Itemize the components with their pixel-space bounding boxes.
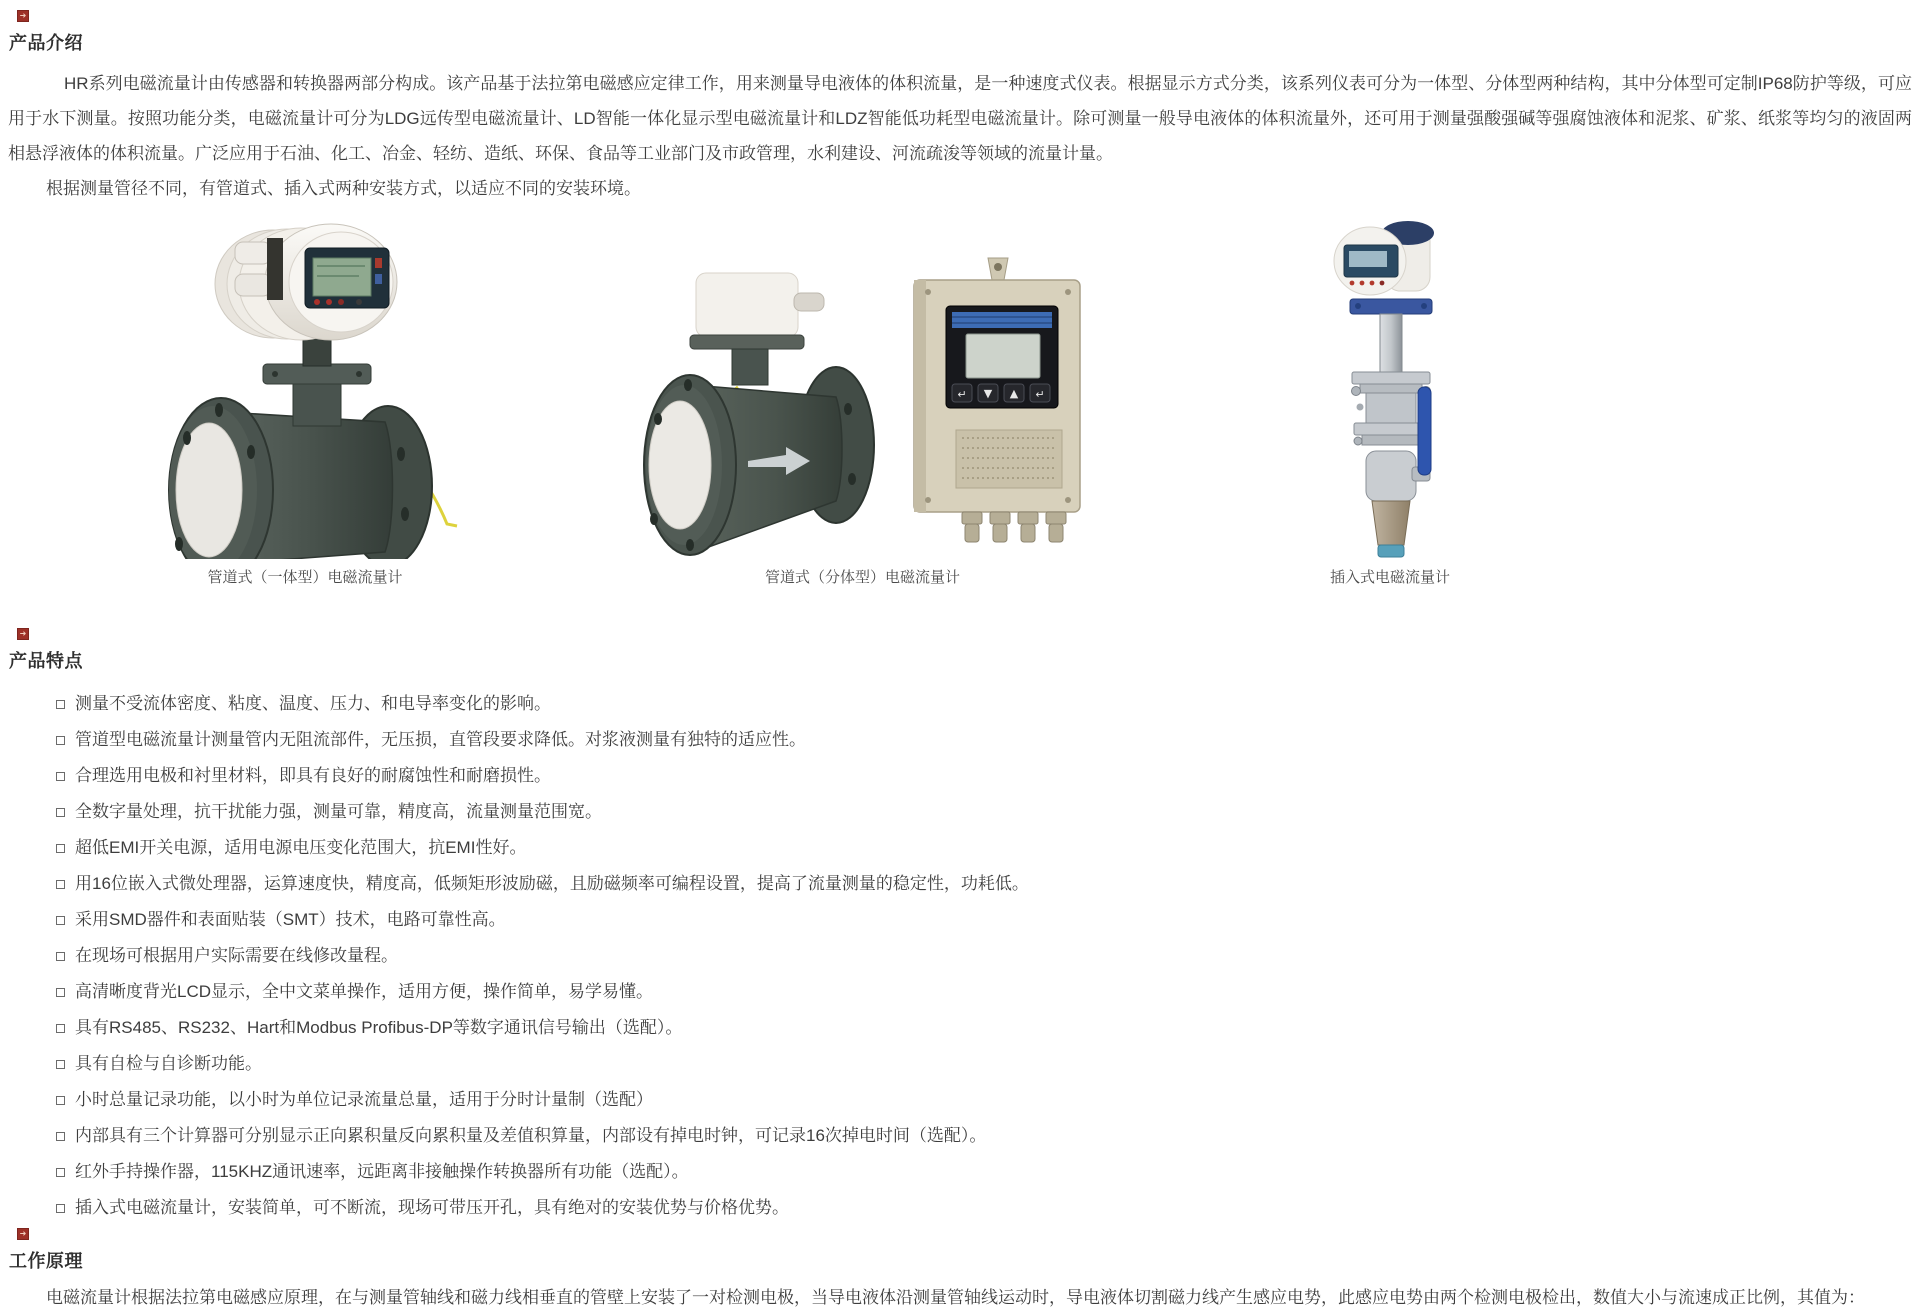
feature-item	[56, 1046, 1912, 1082]
square-bullet-icon	[56, 736, 65, 745]
section-bullet-icon: ➜	[17, 1228, 29, 1240]
feature-item	[56, 974, 1912, 1010]
intro-section	[8, 10, 1912, 588]
square-bullet-icon	[56, 988, 65, 997]
feature-text: 内部具有三个计算器可分别显示正向累积量反向累积量及差值积算量，内部设有掉电时钟，可记录16次掉电时间（选配）。	[75, 1126, 987, 1145]
lcd-display	[305, 248, 389, 308]
square-bullet-icon	[56, 1096, 65, 1105]
converter-display-panel	[946, 306, 1058, 408]
split-sensor-image	[630, 269, 880, 559]
square-bullet-icon	[56, 1132, 65, 1141]
feature-text: 具有RS485、RS232、Hart和Modbus Profibus-DP等数字通讯信号输出（选配）。	[75, 1018, 683, 1037]
svg-text:↵: ↵	[957, 388, 967, 401]
cable-glands	[962, 512, 1066, 542]
feature-text: 合理选用电极和衬里材料，即具有良好的耐腐蚀性和耐磨损性。	[75, 766, 551, 785]
feature-text: 在现场可根据用户实际需要在线修改量程。	[75, 946, 398, 965]
section-bullet-icon: ➜	[17, 628, 29, 640]
product-figures-row	[8, 214, 1912, 588]
feature-text: 小时总量记录功能，以小时为单位记录流量总量，适用于分时计量制（选配）	[75, 1090, 653, 1109]
square-bullet-icon	[56, 880, 65, 889]
figure-insertion-flowmeter	[1310, 219, 1470, 588]
square-bullet-icon	[56, 916, 65, 925]
square-bullet-icon	[56, 1024, 65, 1033]
intro-section-title: 产品介绍	[9, 33, 83, 53]
section-bullet-icon: ➜	[17, 10, 29, 22]
square-bullet-icon	[56, 1168, 65, 1177]
feature-item	[56, 902, 1912, 938]
svg-text:▼: ▼	[983, 387, 993, 400]
feature-text: 超低EMI开关电源，适用电源电压变化范围大，抗EMI性好。	[75, 838, 527, 857]
figure-caption: 管道式（分体型）电磁流量计	[764, 569, 960, 586]
feature-item	[56, 722, 1912, 758]
valve-handle	[1418, 387, 1431, 475]
figure-caption: 插入式电磁流量计	[1329, 569, 1450, 586]
feature-item	[56, 1118, 1912, 1154]
feature-item	[56, 758, 1912, 794]
features-list	[8, 686, 1912, 1226]
feature-item	[56, 1082, 1912, 1118]
feature-text: 红外手持操作器，115KHZ通讯速率，远距离非接触操作转换器所有功能（选配）。	[75, 1162, 689, 1181]
feature-item	[56, 830, 1912, 866]
square-bullet-icon	[56, 772, 65, 781]
square-bullet-icon	[56, 808, 65, 817]
feature-text: 测量不受流体密度、粘度、温度、压力、和电导率变化的影响。	[75, 694, 551, 713]
feature-item	[56, 794, 1912, 830]
feature-text: 具有自检与自诊断功能。	[75, 1054, 262, 1073]
features-section	[8, 628, 1912, 1226]
feature-item	[56, 938, 1912, 974]
square-bullet-icon	[56, 952, 65, 961]
feature-text: 全数字量处理，抗干扰能力强，测量可靠，精度高，流量测量范围宽。	[75, 802, 602, 821]
feature-text: 插入式电磁流量计，安装简单，可不断流，现场可带压开孔，具有绝对的安装优势与价格优势。	[75, 1198, 789, 1217]
figure-split-flowmeter	[630, 254, 1095, 588]
principle-paragraph: 电磁流量计根据法拉第电磁感应原理，在与测量管轴线和磁力线相垂直的管壁上安装了一对检测电极，当导电液体沿测量管轴线运动时，导电液体切割磁力线产生感应电势，此感应电势由两个检测电极检出，数值大小与流速成正比例，其值为：	[46, 1288, 1865, 1307]
intro-paragraph-1: HR系列电磁流量计由传感器和转换器两部分构成。该产品基于法拉第电磁感应定律工作，用来测量导电液体的体积流量，是一种速度式仪表。根据显示方式分类，该系列仪表可分为一体型、分体型两种结构，其中分体型可定制IP68防护等级，可应用于水下测量。按照功能分类，电磁流量计可分为LDG远传型电磁流量计、LD智能一体化显示型电磁流量计和LDZ智能低功耗型电磁流量计。除可测量一般导电液体的体积流量外，还可用于测量强酸强碱等强腐蚀液体和泥浆、矿浆、纸浆等均匀的液固两相悬浮液体的体积流量。广泛应用于石油、化工、冶金、轻纺、造纸、环保、食品等工业部门及市政管理，水利建设、河流疏浚等领域的流量计量。	[8, 74, 1912, 163]
square-bullet-icon	[56, 1204, 65, 1213]
split-converter-box-image	[900, 254, 1095, 559]
feature-item	[56, 866, 1912, 902]
svg-text:↵: ↵	[1035, 388, 1045, 401]
features-section-title: 产品特点	[9, 651, 83, 671]
feature-text: 采用SMD器件和表面贴装（SMT）技术，电路可靠性高。	[75, 910, 506, 929]
integrated-flowmeter-image	[145, 214, 465, 559]
feature-item	[56, 1154, 1912, 1190]
feature-item	[56, 686, 1912, 722]
principle-section	[8, 1228, 1912, 1313]
principle-section-title: 工作原理	[9, 1251, 83, 1271]
converter-head	[215, 224, 397, 340]
feature-item	[56, 1010, 1912, 1046]
figure-integrated-flowmeter	[145, 214, 465, 588]
feature-text: 管道型电磁流量计测量管内无阻流部件，无压损，直管段要求降低。对浆液测量有独特的适应性。	[75, 730, 806, 749]
feature-text: 用16位嵌入式微处理器，运算速度快，精度高，低频矩形波励磁，且励磁频率可编程设置，提高了流量测量的稳定性，功耗低。	[75, 874, 1029, 893]
square-bullet-icon	[56, 844, 65, 853]
figure-caption: 管道式（一体型）电磁流量计	[207, 569, 403, 586]
square-bullet-icon	[56, 1060, 65, 1069]
svg-text:▲: ▲	[1009, 387, 1019, 400]
feature-item	[56, 1190, 1912, 1226]
insertion-flowmeter-image	[1310, 219, 1470, 559]
feature-text: 高清晰度背光LCD显示，全中文菜单操作，适用方便，操作简单，易学易懂。	[75, 982, 654, 1001]
square-bullet-icon	[56, 700, 65, 709]
intro-paragraph-2: 根据测量管径不同，有管道式、插入式两种安装方式，以适应不同的安装环境。	[46, 179, 641, 198]
